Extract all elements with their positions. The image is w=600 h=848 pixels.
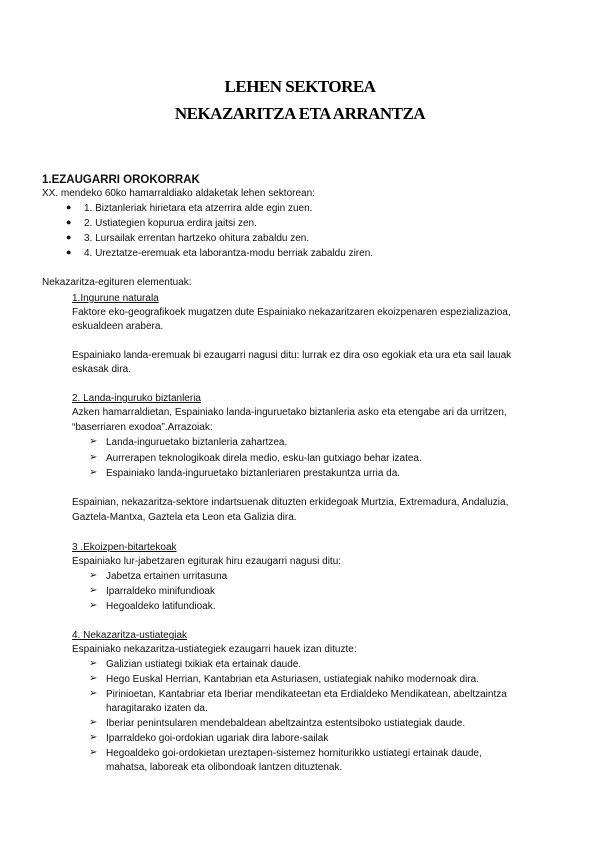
- elements-intro: Nekazaritza-egituren elementuak:: [42, 277, 192, 288]
- paragraph-line: Espainiako lur-jabetzaren egiturak hiru ezaugarri nagusi ditu:: [72, 556, 342, 567]
- bullet-dot-icon: ●: [66, 217, 72, 227]
- list-item-continuation: haragitarako izaten da.: [106, 703, 208, 714]
- list-item: Hegoaldeko goi-ordokietan ureztapen-sistemez horniturikko ustiategi ertainak daude,: [106, 748, 482, 759]
- arrow-bullet-icon: ➢: [89, 436, 98, 447]
- subsection-title: 1.Ingurune naturala: [72, 293, 159, 304]
- paragraph-line: Espainiako nekazaritza-ustiategiek ezaugarri hauek izan dituzte:: [72, 644, 357, 655]
- paragraph-line: eskualdeen arabera.: [72, 321, 164, 332]
- paragraph-line: “baserriaren exodoa”.Arrazoiak:: [72, 422, 213, 433]
- paragraph-line: eskasak dira.: [72, 364, 131, 375]
- list-item: Espainiako landa-inguruetako biztanleriaren prestakuntza urria da.: [106, 468, 401, 479]
- paragraph-line: Espainiako landa-eremuak bi ezaugarri nagusi ditu: lurrak ez dira oso egokiak eta ura eta sail lauak: [72, 350, 512, 361]
- paragraph-line: Faktore eko-geografikoek mugatzen dute Espainiako nekazaritzaren ekoizpenaren espezializazioa,: [72, 307, 511, 318]
- list-item: Iparraldeko minifundioak: [106, 586, 215, 597]
- list-item: 2. Ustiategien kopurua erdira jaitsi zen.: [84, 218, 257, 229]
- bullet-dot-icon: ●: [66, 202, 72, 212]
- arrow-bullet-icon: ➢: [89, 600, 98, 611]
- list-item: 3. Lursailak errentan hartzeko ohitura zabaldu zen.: [84, 233, 310, 244]
- arrow-bullet-icon: ➢: [89, 747, 98, 758]
- arrow-bullet-icon: ➢: [89, 467, 98, 478]
- paragraph-line: Espainian, nekazaritza-sektore indartsuenak dituzten erkidegoak Murtzia, Extremadura, Andaluzia,: [72, 497, 509, 508]
- page-title-line2: NEKAZARITZA ETA ARRANTZA: [174, 104, 426, 123]
- list-item: Iberiar penintsularen mendebaldean abeltzaintza estentsiboko ustiategiak daude.: [106, 718, 466, 729]
- list-item: Galizian ustiategi txikiak eta ertainak daude.: [106, 659, 302, 670]
- page-title-line1: LEHEN SEKTOREA: [224, 77, 376, 96]
- list-item: Iparraldeko goi-ordokian ugariak dira labore-sailak: [106, 733, 329, 744]
- subsection-title: 4. Nekazaritza-ustiategiak: [72, 630, 188, 641]
- paragraph-line: Azken hamarraldietan, Espainiako landa-inguruetako biztanleria asko eta etengabe ari da urritzen,: [72, 407, 507, 418]
- list-item: Hegoaldeko latifundioak.: [106, 601, 216, 612]
- list-item: Hego Euskal Herrian, Kantabrian eta Asturiasen, ustiategiak nahiko modernoak dira.: [106, 674, 479, 685]
- section-intro: XX. mendeko 60ko hamarraldiako aldaketak lehen sektorean:: [42, 188, 315, 199]
- arrow-bullet-icon: ➢: [89, 658, 98, 669]
- arrow-bullet-icon: ➢: [89, 732, 98, 743]
- section-heading: 1.EZAUGARRI OROKORRAK: [42, 174, 200, 186]
- list-item: Aurrerapen teknologikoak direla medio, esku-lan gutxiago behar izatea.: [106, 453, 422, 464]
- arrow-bullet-icon: ➢: [89, 717, 98, 728]
- list-item-continuation: mahatsa, laboreak eta olibondoak lantzen dituztenak.: [106, 762, 343, 773]
- arrow-bullet-icon: ➢: [89, 570, 98, 581]
- paragraph-line: Gaztela-Mantxa, Gaztela eta Leon eta Galizia dira.: [72, 512, 297, 523]
- arrow-bullet-icon: ➢: [89, 452, 98, 463]
- bullet-dot-icon: ●: [66, 247, 72, 257]
- bullet-dot-icon: ●: [66, 232, 72, 242]
- list-item: Pirinioetan, Kantabriar eta Iberiar mendikateetan eta Erdialdeko Mendikatean, abeltzaintza: [106, 689, 507, 700]
- arrow-bullet-icon: ➢: [89, 673, 98, 684]
- arrow-bullet-icon: ➢: [89, 688, 98, 699]
- list-item: Landa-inguruetako biztanleria zahartzea.: [106, 437, 288, 448]
- list-item: 4. Ureztatze-eremuak eta laborantza-modu berriak zabaldu ziren.: [84, 248, 374, 259]
- list-item: Jabetza ertainen urritasuna: [106, 571, 228, 582]
- subsection-title: 2. Landa-inguruko biztanleria: [72, 393, 201, 404]
- subsection-title: 3 .Ekoizpen-bitartekoak: [72, 542, 177, 553]
- list-item: 1. Biztanleriak hirietara eta atzerrira alde egin zuen.: [84, 203, 313, 214]
- arrow-bullet-icon: ➢: [89, 585, 98, 596]
